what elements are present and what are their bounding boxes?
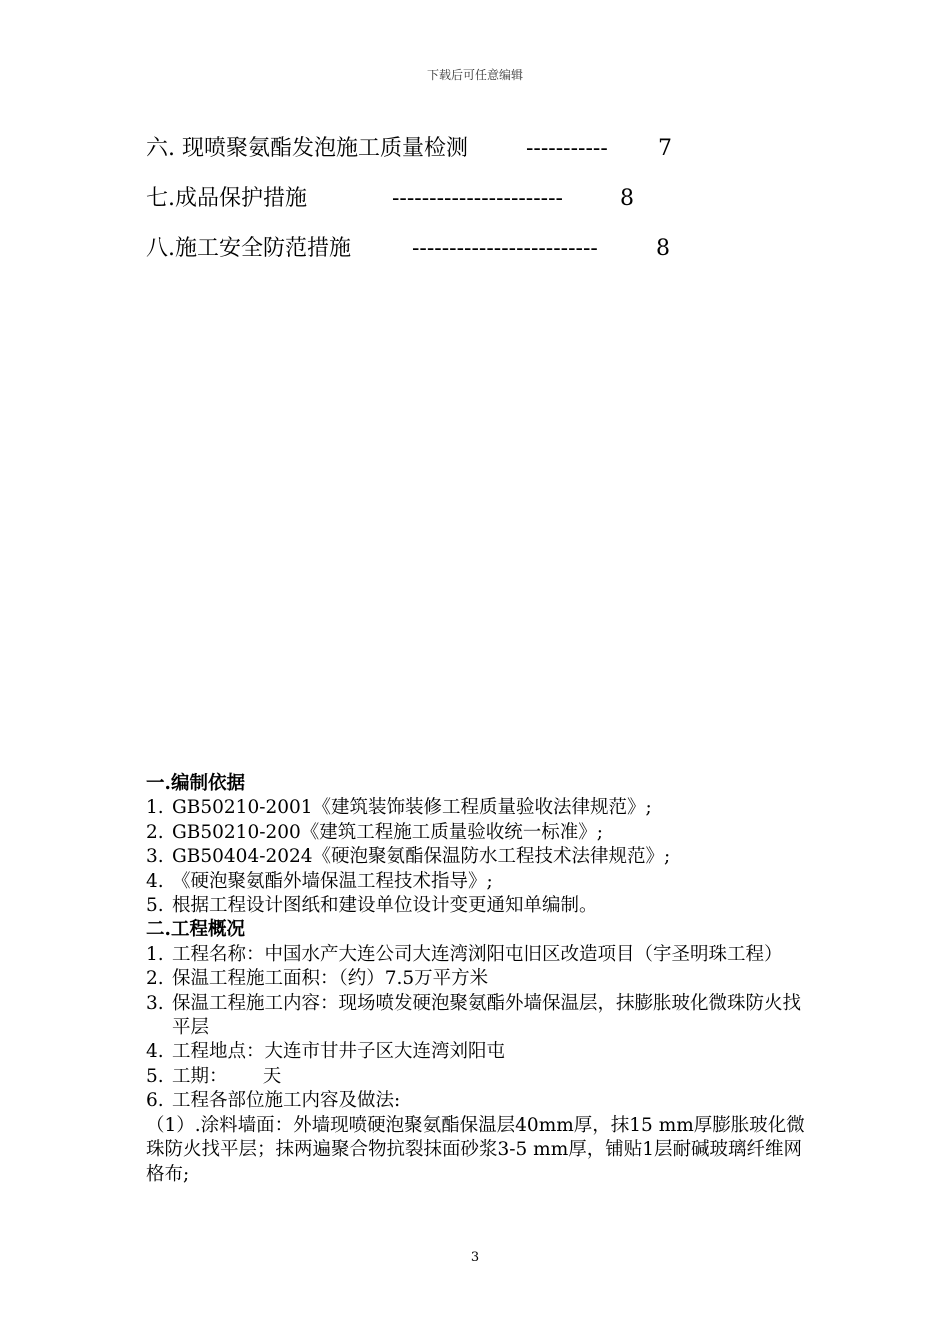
page-number: 3 [470,1250,480,1265]
list-item: 1. 工程名称：中国水产大连公司大连湾浏阳屯旧区改造项目（宇圣明珠工程） [146,943,783,965]
toc-entry-page: 8 [620,186,634,211]
list-item: 5. 工期： 天 [146,1065,282,1087]
list-item: 2. 保温工程施工面积：（约）7.5万平方米 [146,968,489,990]
list-item: 6. 工程各部位施工内容及做法: [146,1090,401,1112]
list-item: 4. 工程地点：大连市甘井子区大连湾刘阳屯 [146,1041,506,1063]
list-item: 4. 《硬泡聚氨酯外墙保温工程技术指导》; [146,870,493,892]
list-item: 3. 保温工程施工内容：现场喷发硬泡聚氨酯外墙保温层，抹膨胀玻化微珠防火找平层 [146,992,802,1039]
toc-entry-leader: ------------------------- [412,236,598,261]
toc-entry-title: 七.成品保护措施 [146,186,307,211]
toc-entry-title: 六. 现喷聚氨酯发泡施工质量检测 [146,136,468,161]
section-heading-basis: 一.编制依据 [146,773,245,794]
paragraph-coating-wall: （1）.涂料墙面：外墙现喷硬泡聚氨酯保温层40mm厚，抹15 mm厚膨胀玻化微珠防火找平层；抹两遍聚合物抗裂抹面砂浆3-5 mm厚，铺贴1层耐碱玻璃纤维网格布; [146,1114,805,1185]
toc-entry-title: 八.施工安全防范措施 [146,236,351,261]
toc-entry-page: 8 [656,236,670,261]
toc-entry-page: 7 [658,136,672,161]
document-body [146,772,816,1187]
toc-entry-leader: ----------- [526,136,608,161]
list-item: 3. GB50404-2024《硬泡聚氨酯保温防水工程技术法律规范》; [146,846,671,868]
toc-entry-leader: ----------------------- [392,186,563,211]
list-item: 2. GB50210-200《建筑工程施工质量验收统一标准》; [146,821,604,843]
header-note: 下载后可任意编辑 [426,68,523,82]
section-heading-overview: 二.工程概况 [146,919,245,941]
list-item: 1. GB50210-2001《建筑装饰装修工程质量验收法律规范》; [146,797,652,819]
list-item: 5. 根据工程设计图纸和建设单位设计变更通知单编制。 [146,895,598,917]
